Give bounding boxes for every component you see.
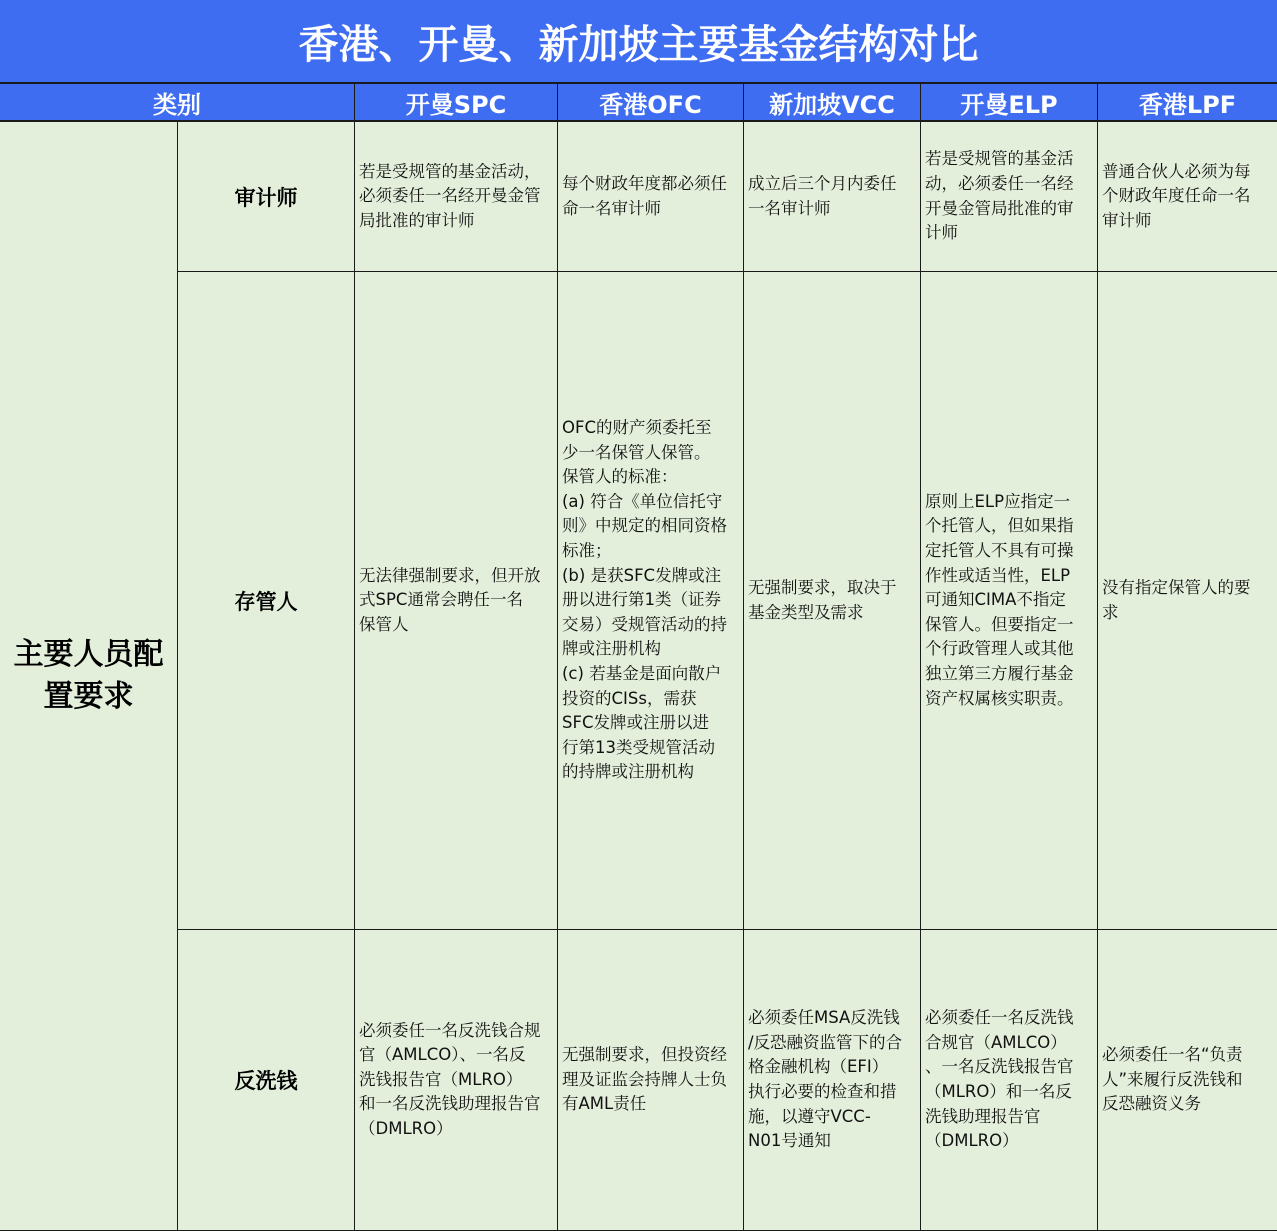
header-hk-lpf: 香港LPF — [1098, 84, 1277, 122]
comparison-table — [0, 84, 1277, 1231]
table-cell: 无强制要求，但投资经 理及证监会持牌人士负 有AML责任 — [558, 930, 744, 1231]
table-cell: 必须委任一名反洗钱合规 官（AMLCO）、一名反 洗钱报告官（MLRO） 和一名反洗钱助理报告官 （DMLRO） — [355, 930, 558, 1231]
header-cayman-spc: 开曼SPC — [355, 84, 558, 122]
header-hk-ofc: 香港OFC — [558, 84, 744, 122]
side-label: 主要人员配 置要求 — [0, 122, 178, 1231]
table-cell: 无强制要求，取决于 基金类型及需求 — [744, 272, 921, 930]
table-cell: 必须委任一名“负责 人”来履行反洗钱和 反恐融资义务 — [1098, 930, 1277, 1231]
header-category: 类别 — [0, 84, 355, 122]
table-cell: 每个财政年度都必须任 命一名审计师 — [558, 122, 744, 272]
table-cell: 无法律强制要求，但开放 式SPC通常会聘任一名 保管人 — [355, 272, 558, 930]
table-cell: 必须委任一名反洗钱 合规官（AMLCO） 、一名反洗钱报告官 （MLRO）和一名反 洗钱助理报告官 （DMLRO） — [921, 930, 1098, 1231]
table-cell: 原则上ELP应指定一 个托管人，但如果指 定托管人不具有可操 作性或适当性，ELP 可通知CIMA不指定 保管人。但要指定一 个行政管理人或其他 独立第三方履行基金 资产权属核实职责。 — [921, 272, 1098, 930]
table-cell: 必须委任MSA反洗钱 /反恐融资监管下的合 格金融机构（EFI） 执行必要的检查和措 施，以遵守VCC- N01号通知 — [744, 930, 921, 1231]
table-cell: 普通合伙人必须为每 个财政年度任命一名 审计师 — [1098, 122, 1277, 272]
header-cayman-elp: 开曼ELP — [921, 84, 1098, 122]
table-cell: OFC的财产须委托至 少一名保管人保管。 保管人的标准： (a) 符合《单位信托守 则》中规定的相同资格 标准； (b) 是获SFC发牌或注 册以进行第1类（证券 交易）受规管活动的持 牌或注册机构 (c) 若基金是面向散户 投资的CISs，需获 SFC发牌或注册以进 行第13类受规管活动 的持牌或注册机构 — [558, 272, 744, 930]
table-title: 香港、开曼、新加坡主要基金结构对比 — [0, 0, 1277, 84]
table-cell: 若是受规管的基金活动， 必须委任一名经开曼金管 局批准的审计师 — [355, 122, 558, 272]
row-label-aml: 反洗钱 — [178, 930, 355, 1231]
row-label-auditor: 审计师 — [178, 122, 355, 272]
row-label-custodian: 存管人 — [178, 272, 355, 930]
header-sg-vcc: 新加坡VCC — [744, 84, 921, 122]
table-cell: 没有指定保管人的要 求 — [1098, 272, 1277, 930]
table-cell: 成立后三个月内委任 一名审计师 — [744, 122, 921, 272]
table-cell: 若是受规管的基金活 动，必须委任一名经 开曼金管局批准的审 计师 — [921, 122, 1098, 272]
